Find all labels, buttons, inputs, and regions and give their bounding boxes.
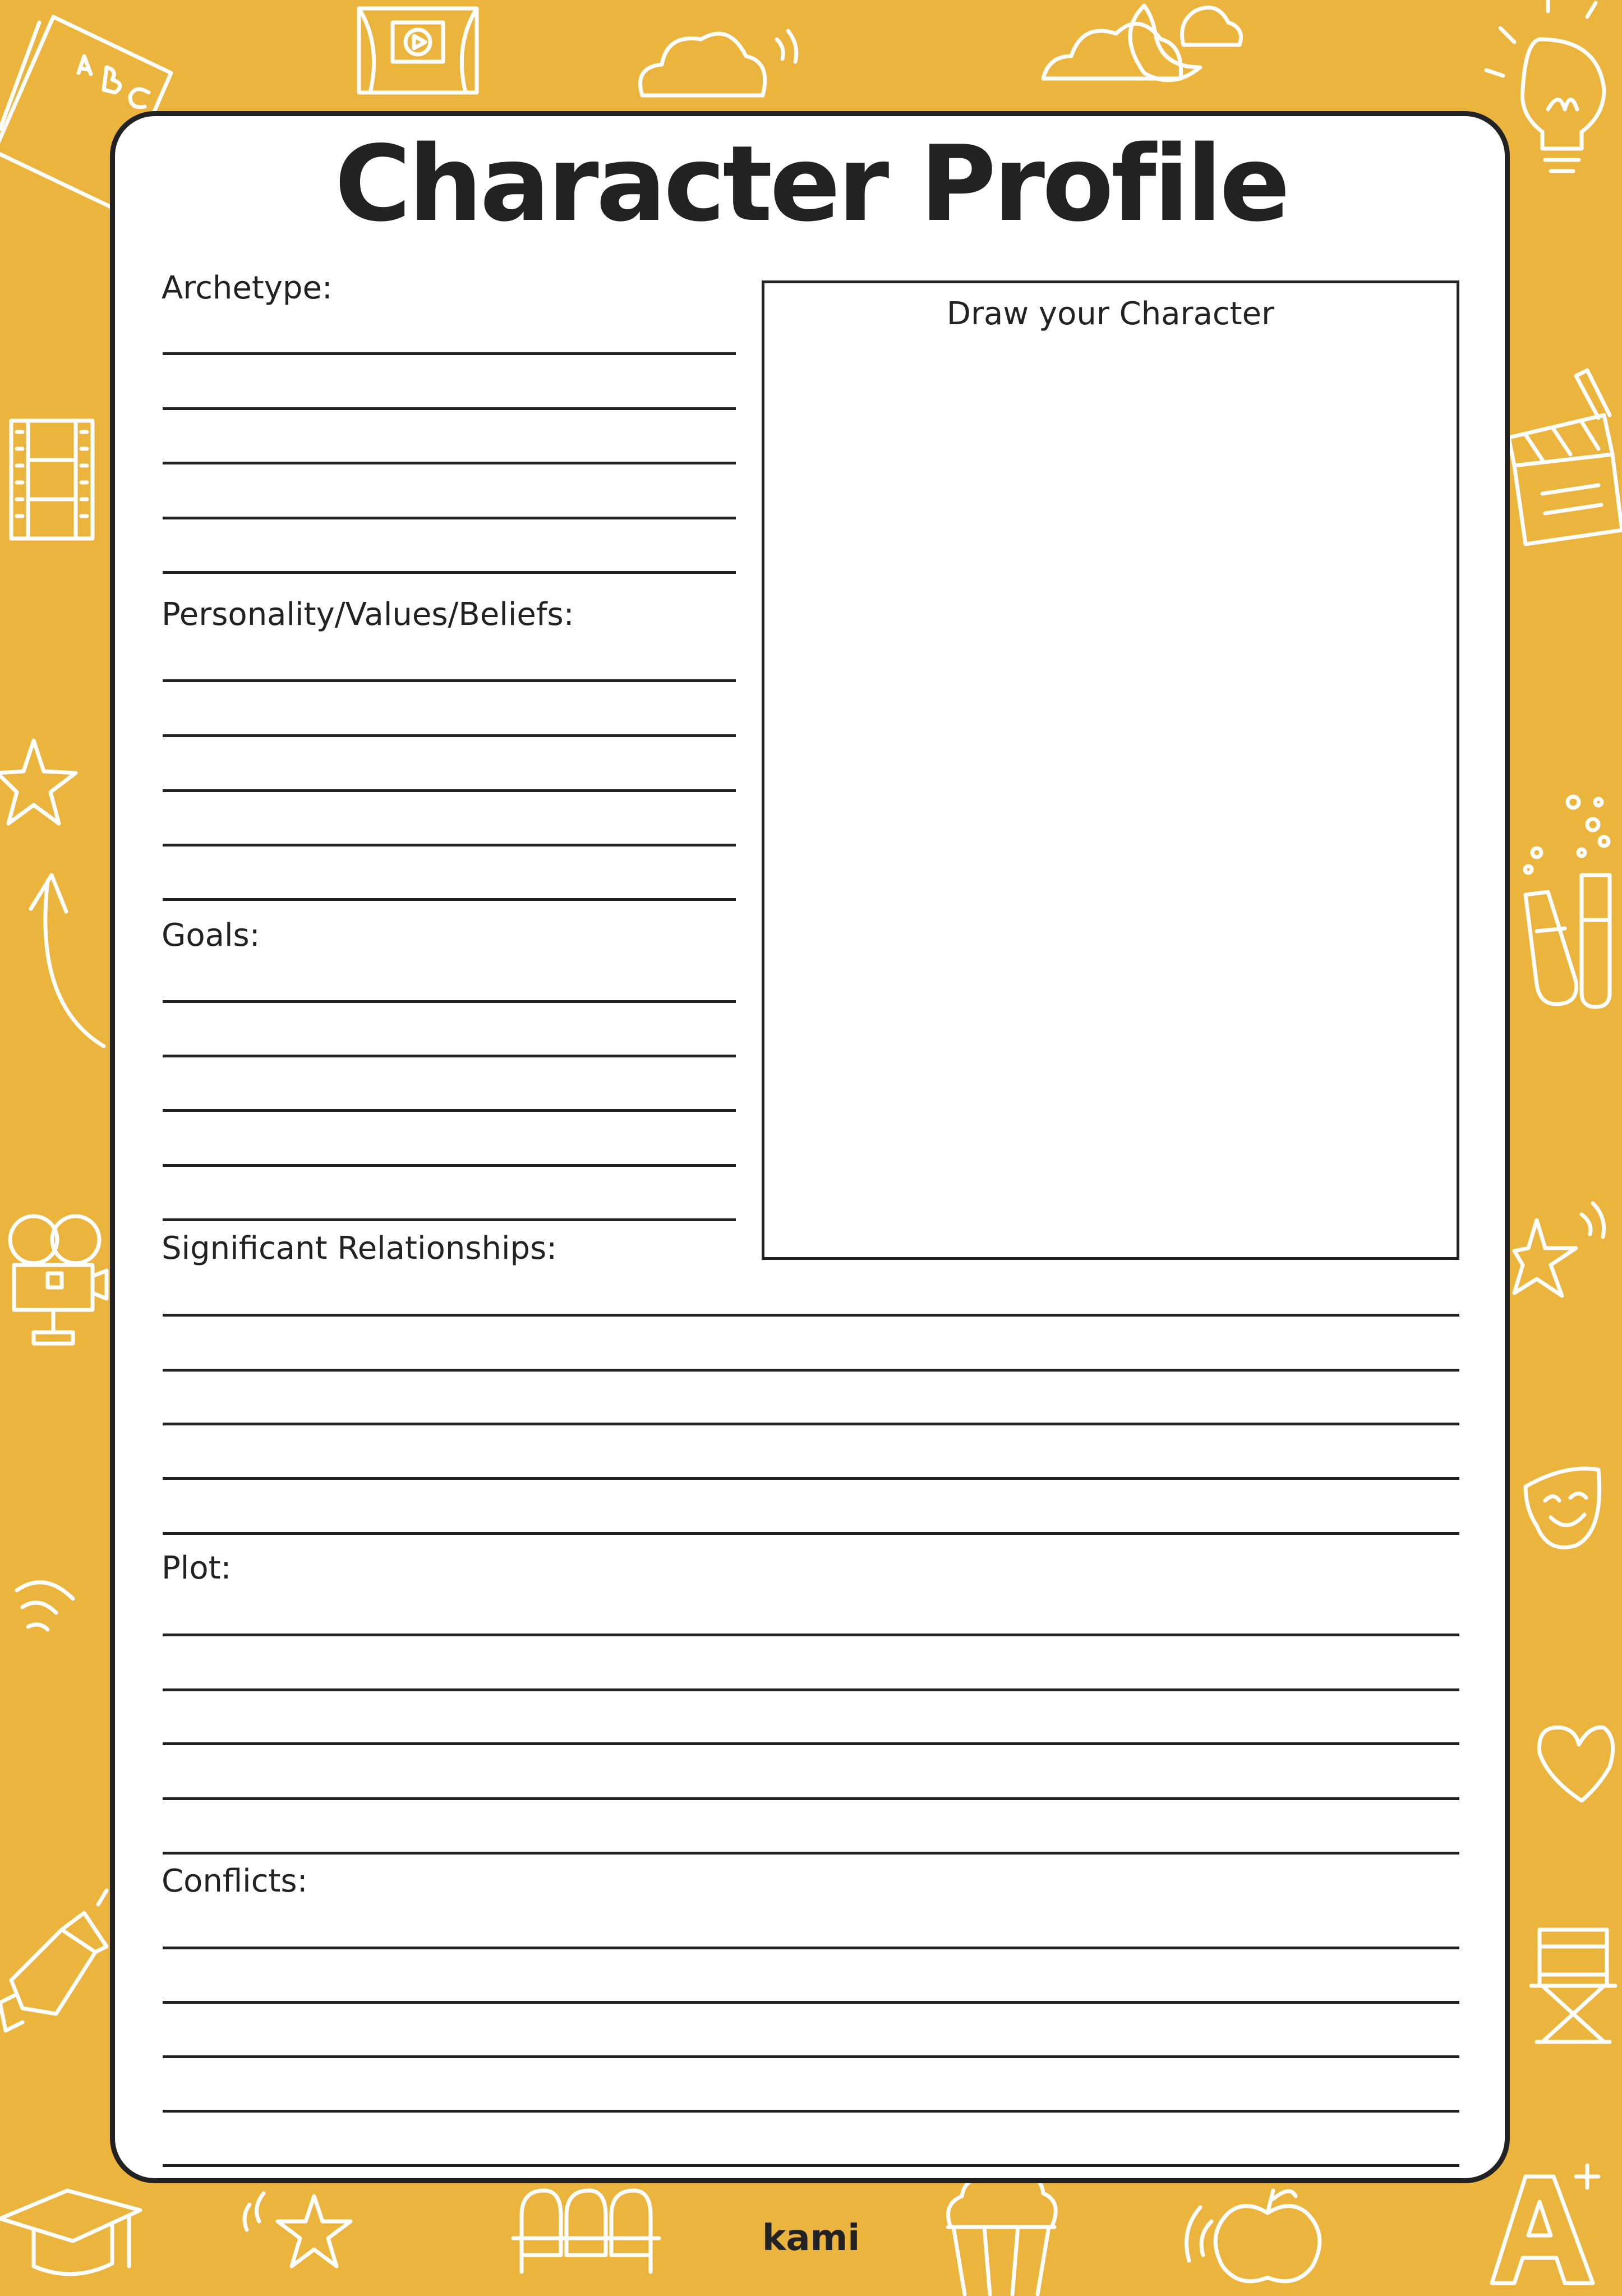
clapperboard-icon [1509,370,1622,544]
cloud-icon [640,34,765,95]
archetype-line[interactable] [163,462,736,464]
test-tubes-icon [1525,797,1610,1007]
a-plus-grade-icon [1492,2165,1598,2283]
conflicts-line[interactable] [163,2110,1459,2113]
personality-line[interactable] [163,844,736,846]
graduation-cap-icon [0,2191,140,2274]
relationships-line[interactable] [163,1423,1459,1425]
relationships-line[interactable] [163,1314,1459,1317]
personality-line[interactable] [163,734,736,737]
conflicts-line[interactable] [163,2001,1459,2004]
draw-character-box[interactable] [762,280,1459,1260]
star-icon [278,2196,351,2266]
star-motion-lines [1582,1203,1604,1237]
goals-line[interactable] [163,1218,736,1221]
page-title: Character Profile [334,123,1288,245]
cloud-motion-lines [777,31,796,62]
popcorn-icon [948,2170,1056,2294]
star-icon [1514,1220,1576,1296]
brand-logo: kami [762,2217,860,2259]
conflicts-line[interactable] [163,2055,1459,2058]
archetype-line[interactable] [163,517,736,519]
moon-clouds-icon [1043,6,1241,80]
conflicts-line[interactable] [163,2164,1459,2167]
relationships-label: Significant Relationships: [162,1230,557,1267]
archetype-line[interactable] [163,407,736,410]
theater-mask-icon [1526,1469,1600,1547]
movie-camera-icon [10,1216,107,1343]
plot-line[interactable] [163,1797,1459,1800]
arrow-swoosh-icon [31,875,104,1046]
sound-waves-icon [17,1582,73,1630]
star-icon [0,740,76,823]
plot-line[interactable] [163,1634,1459,1636]
apple-icon [1187,2191,1320,2281]
archetype-line[interactable] [163,571,736,574]
plot-line[interactable] [163,1742,1459,1745]
theater-screen-icon [359,8,477,93]
archetype-label: Archetype: [162,270,333,306]
goals-line[interactable] [163,1055,736,1057]
goals-label: Goals: [162,917,260,954]
relationships-line[interactable] [163,1532,1459,1535]
draw-character-label: Draw your Character [946,296,1275,332]
goals-line[interactable] [163,1000,736,1003]
conflicts-label: Conflicts: [162,1863,308,1899]
plot-line[interactable] [163,1852,1459,1855]
plot-label: Plot: [162,1550,232,1586]
personality-label: Personality/Values/Beliefs: [162,596,574,633]
plot-line[interactable] [163,1688,1459,1691]
megaphone-icon [0,1890,126,2031]
personality-line[interactable] [163,789,736,792]
director-chair-icon [1531,1930,1615,2042]
relationships-line[interactable] [163,1477,1459,1480]
relationships-line[interactable] [163,1369,1459,1372]
goals-line[interactable] [163,1164,736,1167]
goals-line[interactable] [163,1109,736,1112]
personality-line[interactable] [163,679,736,682]
heart-icon [1540,1727,1613,1801]
conflicts-line[interactable] [163,1947,1459,1949]
film-strip-icon [11,421,93,539]
archetype-line[interactable] [163,352,736,355]
star-motion-lines [245,2193,264,2230]
cinema-seats-icon [513,2191,659,2272]
personality-line[interactable] [163,898,736,901]
